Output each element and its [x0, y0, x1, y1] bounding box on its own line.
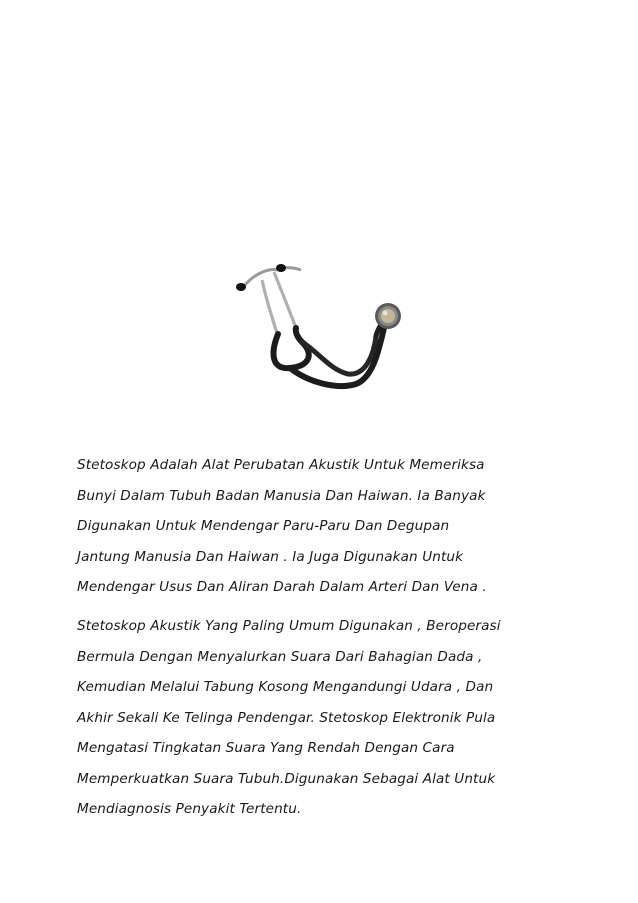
text-line: Stetoskop Akustik Yang Paling Umum Digunakan , Beroperasi: [77, 618, 501, 634]
text-line: Jantung Manusia Dan Haiwan . Ia Juga Digunakan Untuk: [77, 548, 464, 565]
stethoscope-icon: [226, 258, 416, 398]
text-line: Akhir Sekali Ke Telinga Pendengar. Stetoskop Elektronik Pula: [77, 709, 496, 726]
text-line: Mendiagnosis Penyakit Tertentu.: [77, 801, 302, 817]
text-line: Mendengar Usus Dan Aliran Darah Dalam Arteri Dan Vena .: [77, 579, 487, 595]
text-line: Digunakan Untuk Mendengar Paru-Paru Dan Degupan: [77, 518, 450, 534]
text-line: Bunyi Dalam Tubuh Badan Manusia Dan Haiwan. Ia Banyak: [77, 487, 486, 504]
text-line: Memperkuatkan Suara Tubuh.Digunakan Sebagai Alat Untuk: [77, 770, 496, 787]
paragraph-2: [77, 611, 567, 825]
text-line: Bermula Dengan Menyalurkan Suara Dari Bahagian Dada ,: [77, 648, 483, 665]
paragraph-1: [77, 450, 567, 603]
text-line: Stetoskop Adalah Alat Perubatan Akustik Untuk Memeriksa: [77, 457, 485, 473]
text-line: Mengatasi Tingkatan Suara Yang Rendah Dengan Cara: [77, 740, 455, 756]
text-line: Kemudian Melalui Tabung Kosong Mengandungi Udara , Dan: [77, 679, 494, 695]
